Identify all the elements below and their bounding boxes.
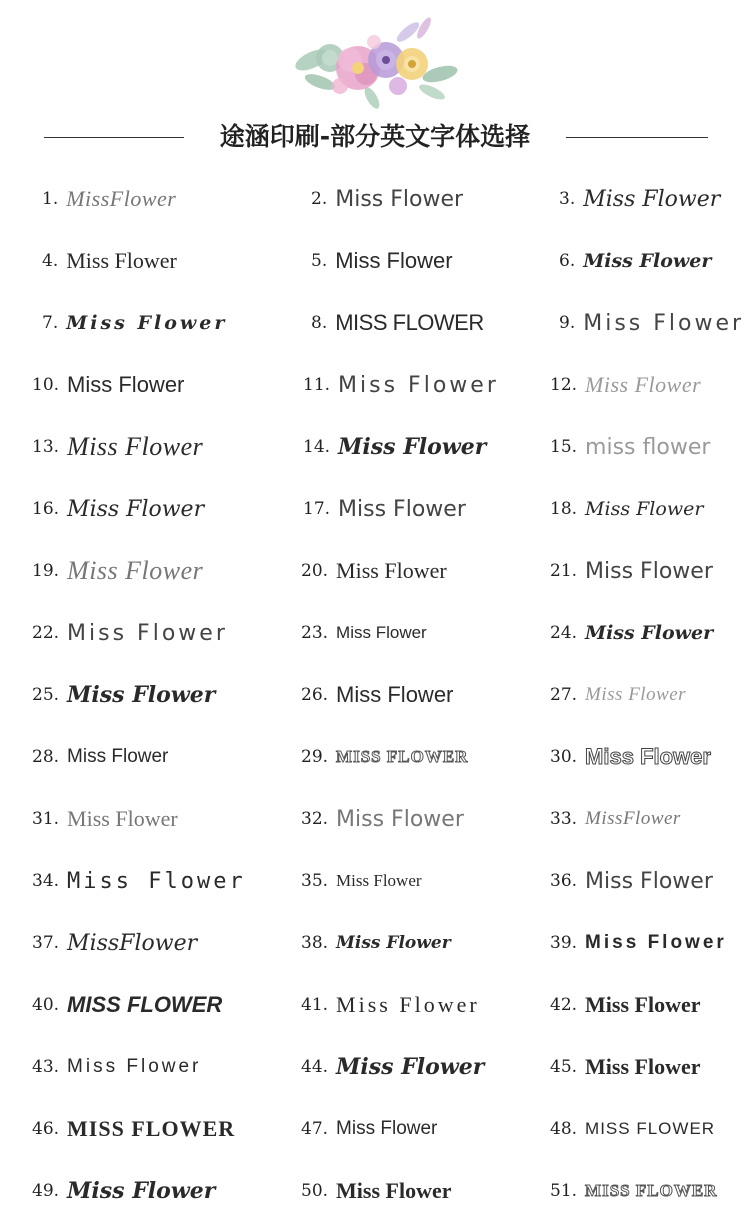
title-row [0, 118, 751, 156]
font-sample-text: Miss Flower [338, 372, 499, 398]
font-sample-text: MissFlower [67, 930, 198, 956]
font-option-21[interactable] [550, 540, 713, 602]
font-option-39[interactable] [550, 912, 727, 974]
font-sample-text: Miss Flower [336, 1118, 438, 1139]
font-sample-text: Miss Flower [585, 932, 727, 953]
font-number: 42. [550, 995, 578, 1015]
font-number: 28. [32, 747, 60, 767]
font-option-13[interactable] [32, 416, 203, 478]
font-number: 49. [32, 1181, 60, 1201]
font-number: 18. [550, 499, 578, 519]
font-sample-text: Miss Flower [336, 623, 427, 642]
font-sample-text: Miss Flower [585, 868, 713, 894]
font-sample-text: Miss Flower [67, 1056, 202, 1077]
font-option-6[interactable] [559, 230, 711, 292]
font-sample-text: MISS FLOWER [67, 1116, 236, 1141]
font-number: 37. [32, 933, 60, 953]
font-sample-text: MISS FLOWER [336, 747, 469, 766]
font-option-22[interactable] [32, 602, 228, 664]
font-sample-text: Miss Flower [336, 806, 464, 832]
font-sample-text: Miss Flower [67, 1178, 216, 1204]
font-sample-text: Miss Flower [67, 868, 246, 894]
font-option-47[interactable] [301, 1098, 437, 1160]
font-option-23[interactable] [301, 602, 427, 664]
font-number: 34. [32, 871, 60, 891]
font-option-7[interactable] [42, 292, 227, 354]
font-number: 39. [550, 933, 578, 953]
font-option-42[interactable] [550, 974, 701, 1036]
font-option-11[interactable] [303, 354, 499, 416]
font-number: 17. [303, 499, 331, 519]
font-option-48[interactable] [550, 1098, 715, 1160]
font-sample-text: Miss Flower [67, 556, 204, 585]
font-number: 21. [550, 561, 578, 581]
font-number: 16. [32, 499, 60, 519]
font-number: 19. [32, 561, 60, 581]
title-divider-right [566, 137, 708, 138]
font-number: 12. [550, 375, 578, 395]
font-number: 41. [301, 995, 329, 1015]
font-number: 33. [550, 809, 578, 829]
watercolor-flower-bouquet-icon [290, 12, 460, 112]
font-option-16[interactable] [32, 478, 204, 540]
font-number: 40. [32, 995, 60, 1015]
font-option-4[interactable] [42, 230, 177, 292]
font-number: 11. [303, 375, 331, 395]
font-sample-text: Miss Flower [336, 1178, 452, 1203]
font-sample-text: Miss Flower [338, 496, 466, 522]
font-sample-text: Miss Flower [585, 622, 714, 644]
font-sample-text: Miss Flower [67, 620, 228, 646]
font-number: 51. [550, 1181, 578, 1201]
font-number: 2. [311, 189, 328, 209]
font-number: 32. [301, 809, 329, 829]
font-option-1[interactable] [42, 168, 176, 230]
font-sample-text: MISS FLOWER [585, 1119, 716, 1138]
page-title: 途涵印刷-部分英文字体选择 [219, 122, 531, 151]
font-option-38[interactable] [301, 912, 451, 974]
font-number: 14. [303, 437, 331, 457]
font-sample-text: Miss Flower [585, 684, 687, 705]
font-sample-text: Miss Flower [585, 744, 711, 769]
font-number: 8. [311, 313, 328, 333]
font-option-49[interactable] [32, 1160, 215, 1222]
font-number: 10. [32, 375, 60, 395]
font-sample-text: Miss Flower [585, 498, 704, 520]
font-number: 31. [32, 809, 60, 829]
font-sample-text: Miss Flower [67, 806, 178, 831]
font-sample-text: Miss Flower [583, 250, 712, 272]
font-option-41[interactable] [301, 974, 480, 1036]
font-sample-text: Miss Flower [67, 682, 216, 708]
font-option-20[interactable] [301, 540, 447, 602]
font-option-18[interactable] [550, 478, 703, 540]
font-option-46[interactable] [32, 1098, 235, 1160]
font-number: 44. [301, 1057, 329, 1077]
font-option-14[interactable] [303, 416, 486, 478]
font-sample-text: Miss Flower [583, 186, 721, 212]
font-option-32[interactable] [301, 788, 464, 850]
font-number: 5. [311, 251, 328, 271]
font-number: 22. [32, 623, 60, 643]
font-sample-text: Miss Flower [336, 871, 422, 890]
font-sample-text: Miss Flower [67, 372, 185, 397]
font-sample-text: Miss Flower [585, 558, 713, 584]
font-option-51[interactable] [550, 1160, 717, 1222]
font-sample-text: Miss Flower [67, 432, 204, 461]
font-option-19[interactable] [32, 540, 203, 602]
font-option-34[interactable] [32, 850, 246, 912]
font-number: 6. [559, 251, 576, 271]
font-number: 20. [301, 561, 329, 581]
font-option-35[interactable] [301, 850, 422, 912]
font-number: 1. [42, 189, 59, 209]
font-option-40[interactable] [32, 974, 222, 1036]
font-sample-text: Miss Flower [66, 312, 228, 334]
font-option-31[interactable] [32, 788, 178, 850]
font-option-10[interactable] [32, 354, 184, 416]
font-sample-text: Miss Flower [336, 1054, 485, 1080]
font-sample-text: Miss Flower [67, 746, 169, 767]
font-option-43[interactable] [32, 1036, 201, 1098]
font-option-45[interactable] [550, 1036, 701, 1098]
font-option-28[interactable] [32, 726, 168, 788]
font-option-9[interactable] [559, 292, 744, 354]
font-number: 46. [32, 1119, 60, 1139]
font-sample-text: Miss Flower [336, 992, 480, 1017]
font-sample-text: MISS FLOWER [585, 1181, 718, 1200]
font-sample-text: MissFlower [585, 808, 681, 829]
font-number: 24. [550, 623, 578, 643]
font-number: 36. [550, 871, 578, 891]
title-divider-left [44, 137, 184, 138]
font-number: 25. [32, 685, 60, 705]
font-sample-text: Miss Flower [67, 496, 205, 522]
font-sample-text: Miss Flower [336, 933, 451, 953]
font-option-5[interactable] [311, 230, 453, 292]
font-number: 30. [550, 747, 578, 767]
font-sample-text: Miss Flower [585, 992, 701, 1017]
font-number: 48. [550, 1119, 578, 1139]
font-sample-text: Miss Flower [583, 310, 745, 336]
font-sample-text: MissFlower [66, 186, 177, 211]
font-number: 35. [301, 871, 329, 891]
font-sample-text: Miss Flower [585, 1054, 701, 1079]
font-option-2[interactable] [311, 168, 463, 230]
font-option-8[interactable] [311, 292, 484, 354]
font-number: 27. [550, 685, 578, 705]
font-option-30[interactable] [550, 726, 711, 788]
font-number: 47. [301, 1119, 329, 1139]
font-option-24[interactable] [550, 602, 713, 664]
font-number: 7. [42, 313, 59, 333]
font-number: 4. [42, 251, 59, 271]
font-sample-text: Miss Flower [338, 434, 487, 460]
font-option-3[interactable] [559, 168, 720, 230]
font-option-26[interactable] [301, 664, 453, 726]
font-option-15[interactable] [550, 416, 710, 478]
font-number: 50. [301, 1181, 329, 1201]
font-sample-text: Miss Flower [66, 248, 177, 273]
font-option-27[interactable] [550, 664, 686, 726]
font-sample-grid [0, 166, 751, 1218]
font-option-12[interactable] [550, 354, 701, 416]
font-number: 45. [550, 1057, 578, 1077]
font-sample-text: MISS FLOWER [335, 310, 484, 335]
font-option-50[interactable] [301, 1160, 452, 1222]
font-sample-text: Miss Flower [335, 248, 453, 273]
font-sample-text: MISS FLOWER [67, 992, 223, 1017]
font-number: 29. [301, 747, 329, 767]
font-number: 3. [559, 189, 576, 209]
font-option-29[interactable] [301, 726, 468, 788]
font-sample-text: Miss Flower [336, 682, 454, 707]
font-number: 13. [32, 437, 60, 457]
font-option-44[interactable] [301, 1036, 484, 1098]
font-sample-text: Miss Flower [336, 558, 447, 583]
font-sample-text: Miss Flower [585, 372, 702, 397]
font-sample-text: miss flower [585, 434, 711, 460]
font-sample-text: Miss Flower [335, 186, 464, 212]
font-option-37[interactable] [32, 912, 197, 974]
font-number: 15. [550, 437, 578, 457]
font-number: 43. [32, 1057, 60, 1077]
font-number: 9. [559, 313, 576, 333]
font-option-33[interactable] [550, 788, 681, 850]
font-option-17[interactable] [303, 478, 466, 540]
font-number: 23. [301, 623, 329, 643]
font-number: 26. [301, 685, 329, 705]
font-option-25[interactable] [32, 664, 215, 726]
flower-bouquet-illustration [290, 12, 460, 112]
font-number: 38. [301, 933, 329, 953]
font-option-36[interactable] [550, 850, 713, 912]
